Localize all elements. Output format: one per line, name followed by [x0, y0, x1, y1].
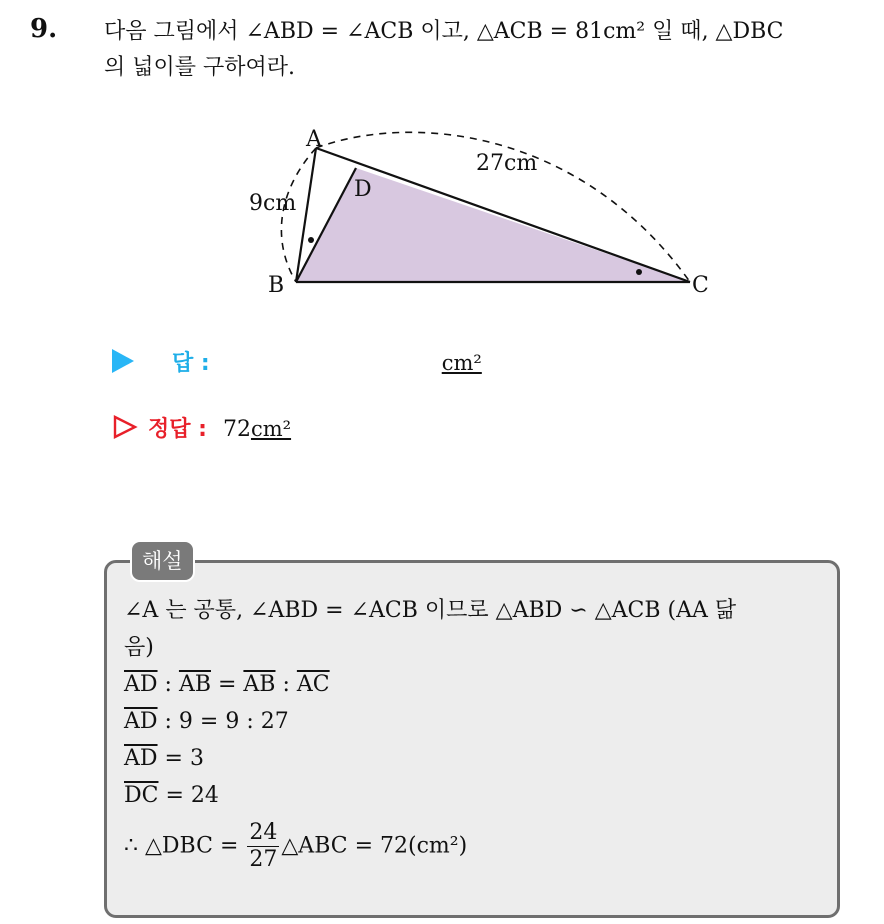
length-ab-label: 9cm [249, 191, 297, 216]
question-number: 9. [30, 14, 58, 44]
solution-ad-line: $\overline{AD} = 3$ [124, 746, 204, 771]
solution-ratio-line: $\overline{AD}$ : $\overline{AB} = \overline{AB}$ : $\overline{AC}$ [124, 672, 330, 697]
label-d: D [354, 177, 372, 202]
answer-label: 답 : [172, 351, 210, 376]
solution-content [124, 592, 824, 873]
angle-mark-c [636, 269, 642, 275]
label-b: B [268, 273, 285, 298]
answer-unit: cm² [441, 351, 482, 375]
correct-answer-row [112, 410, 291, 443]
correct-answer-label: 정답 : [148, 417, 207, 442]
solution-line-2: 음) [124, 635, 154, 660]
question-line-2: 의 넓이를 구하여라. [104, 55, 295, 80]
label-c: C [692, 273, 709, 298]
solution-tag: 해설 [130, 540, 195, 582]
solution-line-1: ∠A 는 공통, ∠ABD = ∠ACB 이므로 △ABD ∽ △ACB (AA 닮 [124, 598, 737, 623]
answer-blank-row [112, 346, 482, 377]
question-line-1: 다음 그림에서 ∠ABD = ∠ACB 이고, △ACB = 81cm² 일 때, △DBC [104, 19, 784, 44]
angle-mark-b [308, 237, 314, 243]
play-arrow-icon [112, 349, 134, 373]
question-text [104, 14, 874, 86]
correct-answer-unit: cm² [250, 417, 292, 441]
fraction: $\frac{24}{27}$ [249, 820, 278, 872]
triangle-figure [240, 118, 730, 308]
outline-arrow-icon [112, 414, 138, 440]
length-ac-label: 27cm [476, 151, 538, 176]
solution-final-line: ∴ △DBC = $\frac{24}{27}$ △ABC = 72(cm²) [124, 820, 468, 872]
solution-dc-line: $\overline{DC} = 24$ [124, 783, 219, 808]
solution-ratio-values-line: $\overline{AD}$ : 9 = 9 : 27 [124, 709, 289, 734]
correct-answer-value: 72 [222, 417, 251, 442]
label-a: A [306, 127, 322, 152]
